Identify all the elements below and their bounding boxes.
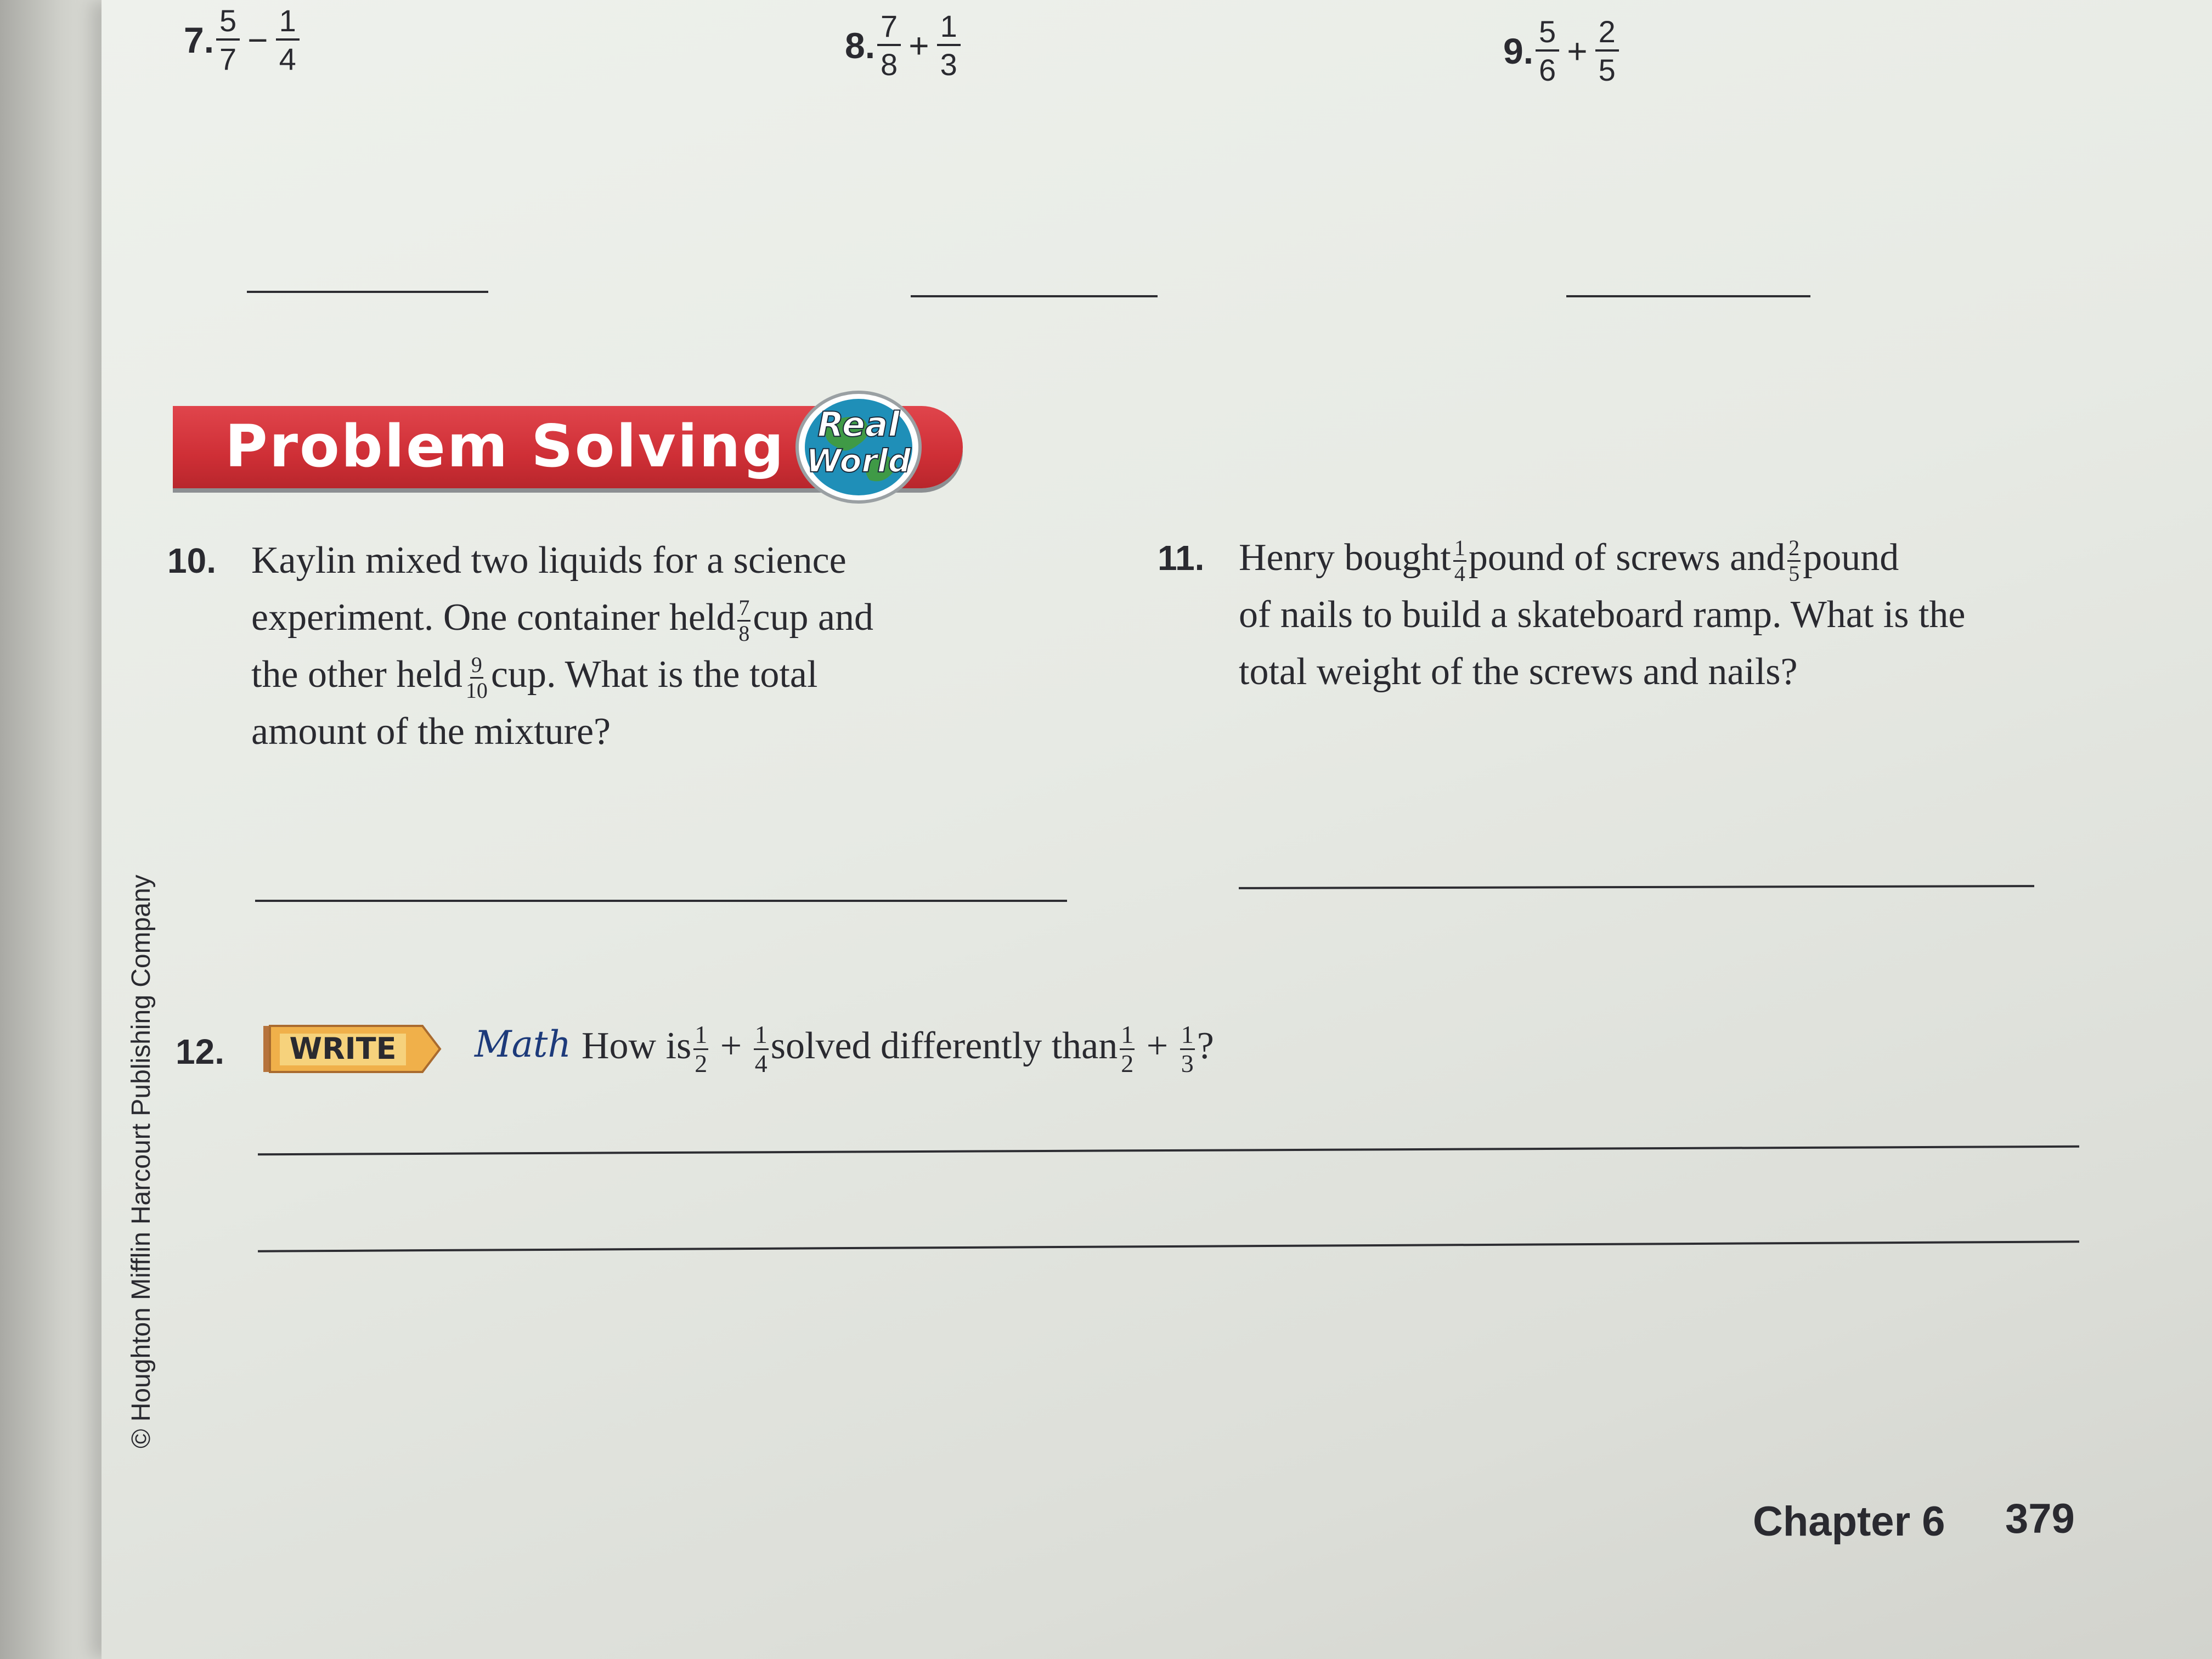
- exercise-number: 9.: [1503, 31, 1534, 71]
- fraction-2-5: $\frac{2}{5}$: [1788, 535, 1800, 586]
- exercise-number: 8.: [845, 25, 876, 66]
- workbook-page: [101, 0, 2212, 1659]
- fraction: $\frac{5}{7}$: [216, 5, 240, 75]
- fraction-1-4: $\frac{1}{4}$: [1454, 535, 1465, 586]
- copyright-notice: © Houghton Mifflin Harcourt Publishing Company: [127, 874, 156, 1448]
- problem-11-line: total weight of the screws and nails?: [1239, 651, 1798, 693]
- fraction: $\frac{1}{3}$: [937, 11, 961, 80]
- answer-line-8[interactable]: [911, 295, 1158, 297]
- problem-11-line: of nails to build a skateboard ramp. What is the: [1239, 594, 1966, 636]
- badge-world: World: [806, 442, 911, 479]
- fraction-1-4: $\frac{1}{4}$: [754, 1020, 768, 1078]
- answer-line-7[interactable]: [247, 291, 488, 293]
- fraction: $\frac{5}{6}$: [1536, 16, 1559, 86]
- fraction: $\frac{7}{8}$: [877, 11, 901, 80]
- exercise-9: [1503, 16, 1619, 86]
- page-number: 379: [2005, 1496, 2075, 1542]
- page-edge: [0, 0, 101, 1659]
- fraction: $\frac{2}{5}$: [1595, 16, 1619, 86]
- fraction-7-8: $\frac{7}{8}$: [738, 595, 750, 646]
- exercise-8: [845, 11, 961, 80]
- fraction: $\frac{1}{4}$: [276, 5, 300, 75]
- problem-10-line: experiment. One container held $\frac{7}{8}$ cup and: [251, 595, 874, 646]
- operator: −: [247, 20, 268, 60]
- problem-solving-banner: [173, 400, 968, 494]
- exercise-number: 7.: [184, 20, 215, 60]
- problem-11-number: 11.: [1158, 538, 1205, 578]
- fraction-1-3: $\frac{1}{3}$: [1181, 1020, 1194, 1078]
- badge-math-text: Math: [475, 1023, 571, 1065]
- fraction-1-2: $\frac{1}{2}$: [1121, 1020, 1134, 1078]
- answer-line-9[interactable]: [1566, 295, 1810, 297]
- fraction-9-10: $\frac{9}{10}$: [465, 652, 488, 703]
- badge-write-text: WRITE: [289, 1031, 397, 1066]
- operator: +: [1567, 31, 1588, 71]
- banner-title: Problem Solving: [225, 413, 786, 480]
- chapter-label: Chapter 6: [1753, 1498, 1945, 1545]
- problem-12-number: 12.: [176, 1032, 224, 1071]
- problem-10-line: amount of the mixture?: [251, 710, 611, 753]
- problem-12-text: How is $\frac{1}{2}$ + $\frac{1}{4}$ solved differently than $\frac{1}{2}$ + $\frac{1}{3}$ ?: [582, 1020, 1214, 1078]
- answer-line-10[interactable]: [255, 900, 1067, 902]
- problem-10-line: Kaylin mixed two liquids for a science: [251, 539, 847, 582]
- operator: +: [909, 26, 929, 65]
- fraction-1-2: $\frac{1}{2}$: [695, 1020, 708, 1078]
- problem-10-number: 10.: [167, 541, 216, 580]
- problem-10-text: [251, 532, 1074, 760]
- problem-11-text: [1239, 529, 2171, 701]
- problem-11-line: Henry bought $\frac{1}{4}$ pound of screws and $\frac{2}{5}$ pound: [1239, 535, 1899, 586]
- real-world-globe-icon: [793, 390, 930, 505]
- exercise-7: [184, 5, 300, 75]
- write-math-badge: [263, 1022, 444, 1076]
- problem-10-line: the other held $\frac{9}{10}$ cup. What is the total: [251, 652, 818, 703]
- badge-real: Real: [817, 404, 900, 444]
